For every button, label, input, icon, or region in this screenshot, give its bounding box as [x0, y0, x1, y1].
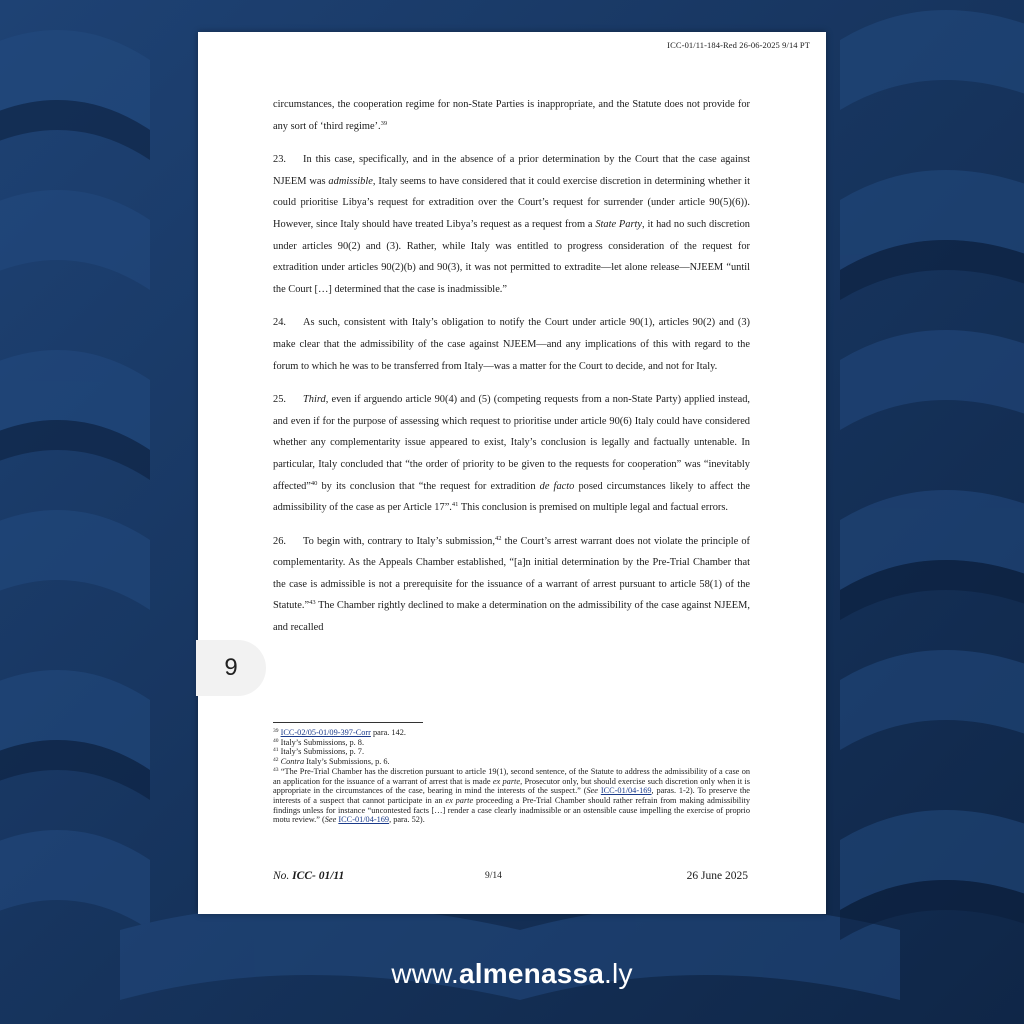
footnote: $^{41}$ Italy’s Submissions, p. 7.	[273, 747, 365, 757]
paragraph	[273, 94, 750, 137]
footnote-divider	[273, 722, 423, 723]
footnote: $^{40}$ Italy’s Submissions, p. 8.	[273, 737, 365, 747]
website-watermark: www.almenassa.ly	[391, 958, 633, 989]
footnote: $^{42}$ Contra Italy’s Submissions, p. 6.	[273, 757, 390, 767]
footnote: $^{39}$ ICC-02/05-01/09-397-Corr para. 142.	[273, 728, 406, 737]
paragraph-number: 24.	[273, 317, 286, 329]
document-body	[273, 94, 750, 651]
footer-case-number: No. ICC- 01/11	[273, 870, 345, 882]
paragraph-number: 23.	[273, 154, 286, 166]
paragraph-number: 25.	[273, 394, 286, 406]
paragraph	[273, 312, 750, 377]
paragraph-number: 26.	[273, 535, 286, 547]
footer-date: 26 June 2025	[686, 870, 748, 882]
paragraph-text: circumstances, the cooperation regime for non-State Parties is inappropriate, and the Statute does not provide for any sort of ‘third regime’.$^{39}$	[273, 99, 750, 132]
footnote-link[interactable]: ICC-01/04-169	[338, 815, 390, 825]
footnote-link[interactable]: ICC-01/04-169	[600, 786, 652, 796]
footnote-link[interactable]: ICC-02/05-01/09-397-Corr	[280, 728, 371, 737]
paragraph	[273, 149, 750, 300]
paragraph	[273, 389, 750, 519]
document-header-id: ICC-01/11-184-Red 26-06-2025 9/14 PT	[667, 40, 810, 50]
paragraph-text: As such, consistent with Italy’s obligation to notify the Court under article 90(1), articles 90(2) and (3) make clear that the admissibility of the case against NJEEM—and any implications of this with regard to the forum to which he was to be transferred from Italy—was a matter for the Court to decide, and not for Italy.	[273, 317, 750, 372]
footnote: $^{43}$ “The Pre-Trial Chamber has the discretion pursuant to article 19(1), second sentence, of the Statute to address the admissibility of a case on an application for the issuance of a warrant of arrest that is made ex parte, Prosecutor only, but should exercise such discretion only when it is appropriate in the circumstances of the case, bearing in mind the interests of the suspect.” (See ICC-01/04-169, paras. 1-2). To preserve the interests of a suspect that cannot participate in an ex parte proceeding a Pre-Trial Chamber should rather refrain from making admissibility findings unless for instance “uncontested facts […] render a case clearly inadmissible or an ostensible cause impelling the exercise of proprio motu review.” (See ICC-01/04-169, para. 52).	[273, 766, 751, 825]
paragraph	[273, 531, 750, 639]
paragraph-text: Third, even if arguendo article 90(4) and (5) (competing requests from a non-State Party) applied instead, and even if for the purpose of assessing which request to prioritise under article 90(6) Italy could have considered whether any complementarity issue appeared to exist, Italy’s conclusion is legally and factually untenable. In particular, Italy concluded that “the order of priority to be given to the requests for cooperation” was “inevitably affected”$^{40}$ by its conclusion that “the request for extradition de facto posed circumstances likely to affect the admissibility of the case as per Article 17”.$^{41}$ This conclusion is premised on multiple legal and factual errors.	[273, 394, 751, 514]
page-number-badge: 9	[196, 640, 266, 696]
paragraph-text: In this case, specifically, and in the absence of a prior determination by the Court that the case against NJEEM was admissible, Italy seems to have considered that it could exercise discretion in determining whether it could prioritise Libya’s request for extradition over the Court’s request for surrender (under article 90(5)(6)). However, since Italy should have treated Libya’s request as a request from a State Party, it had no such discretion under articles 90(2) and (3). Rather, while Italy was entitled to progress consideration of the request for extradition under articles 90(2)(b) and 90(3), it was not permitted to extradite—let alone release—NJEEM “until the Court […] determined that the case is inadmissible.”	[273, 154, 750, 295]
document-page	[198, 32, 826, 914]
footer-page-number: 9/14	[485, 871, 502, 881]
footnotes	[273, 728, 750, 825]
document-footer	[273, 870, 748, 886]
paragraph-text: To begin with, contrary to Italy’s submission,$^{42}$ the Court’s arrest warrant does not violate the principle of complementarity. As the Appeals Chamber established, “[a]n initial determination by the Pre-Trial Chamber that the case is admissible is not a prerequisite for the issuance of a warrant of arrest pursuant to article 58(1) of the Statute.”$^{43}$ The Chamber rightly declined to make a determination on the admissibility of the case against NJEEM, and recalled	[273, 534, 751, 634]
